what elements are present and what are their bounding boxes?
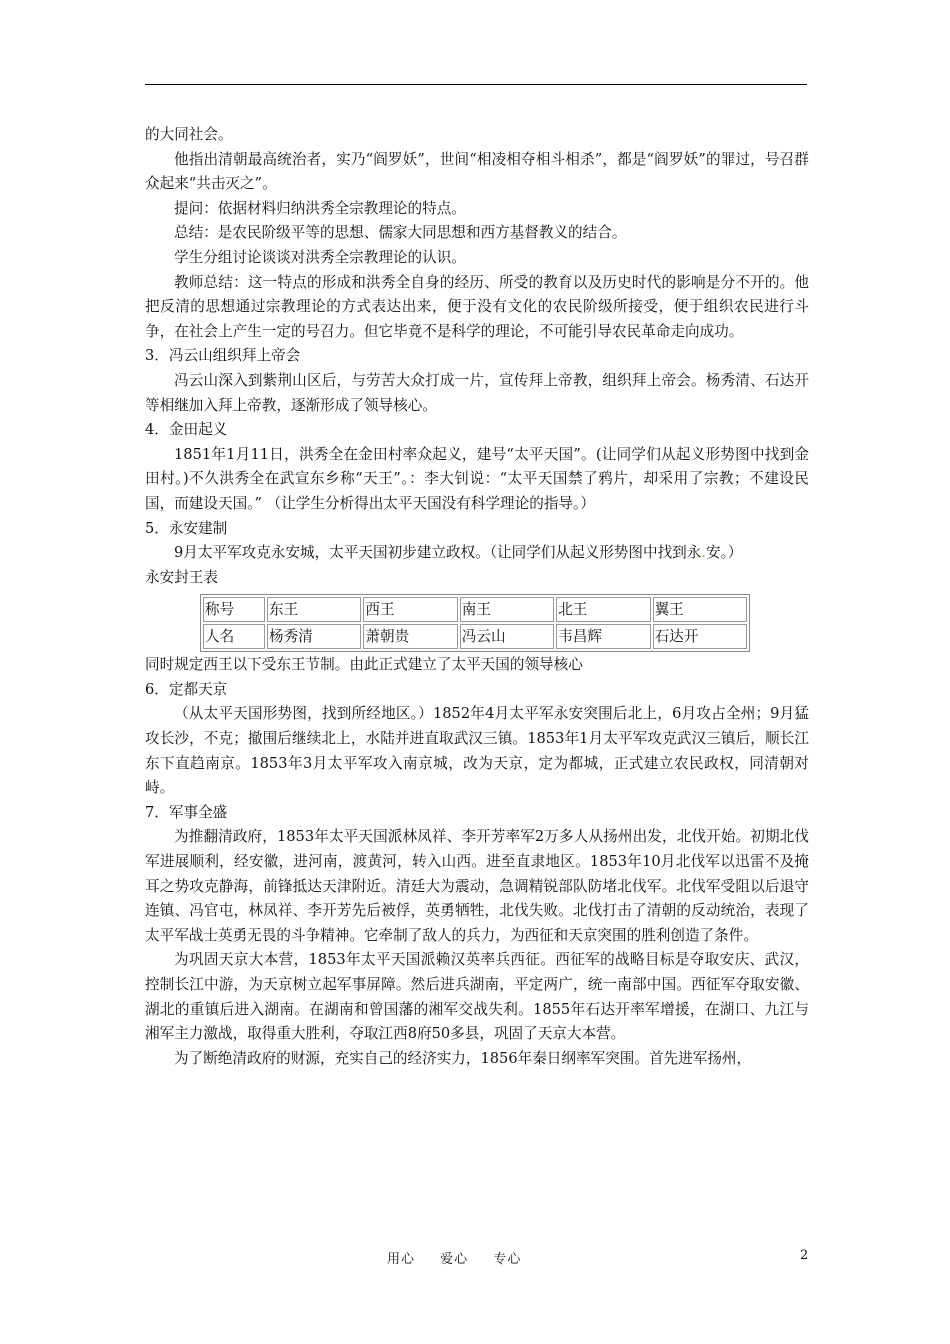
paragraph: 总结：是农民阶级平等的思想、儒家大同思想和西方基督教义的结合。: [174, 224, 627, 242]
table-cell: 西王: [363, 597, 457, 622]
table-cell: 称号: [203, 597, 265, 622]
table-row: [203, 597, 747, 622]
paragraph: 为了断绝清政府的财源，充实自己的经济实力，1856年秦日纲率军突围。首先进军扬州，: [174, 1049, 752, 1067]
page-body: [145, 123, 809, 1071]
paragraph: 为推翻清政府，1853年太平天国派林凤祥、李开芳率军2万多人从扬州出发，北伐开始。初期北伐军进展顺利，经安徽，进河南，渡黄河，转入山西。进至直隶地区。1853年10月北伐军以迅雷不及掩耳之势攻克静海，前锋抵达天津附近。清廷大为震动，急调精锐部队防堵北伐军。北伐军受阻以后退守连镇、冯官屯，林凤祥、李开芳先后被俘，英勇牺牲，北伐失败。北伐打击了清朝的反动统治，表现了太平军战士英勇无畏的斗争精神。它牵制了敌人的兵力，为西征和天京突围的胜利创造了条件。: [145, 828, 809, 944]
paragraph-text: 9月太平军攻克永安城，太平天国初步建立政权。（让同学们从起义形势图中找到永: [174, 544, 702, 562]
paragraph: [145, 541, 809, 566]
table-cell: 东王: [267, 597, 361, 622]
paragraph: 他指出清朝最高统治者，实乃“阎罗妖”，世间“相凌相夺相斗相杀”，都是“阎罗妖”的罪过，号召群众起来“共击灭之”。: [145, 150, 809, 193]
page-number: 2: [800, 1248, 809, 1263]
paragraph: （从太平天国形势图，找到所经地区。）1852年4月太平军永安突围后北上，6月攻占全州；9月猛攻长沙，不克；撤围后继续北上，水陆并进直取武汉三镇。1853年1月太平军攻克武汉三镇后，顺长江东下直趋南京。1853年3月太平军攻入南京城，改为天京，定为都城，正式建立农民政权，同清朝对峙。: [145, 705, 809, 797]
section-heading: 7．军事全盛: [145, 803, 228, 821]
table-wrapper: [145, 594, 809, 652]
paragraph: 学生分组讨论谈谈对洪秀全宗教理论的认识。: [174, 248, 466, 266]
kings-table: [200, 594, 750, 652]
paragraph: 提问：依据材料归纳洪秀全宗教理论的特点。: [174, 199, 466, 217]
table-row: [203, 624, 747, 649]
paragraph: 同时规定西王以下受东王节制。由此正式建立了太平天国的领导核心: [145, 656, 583, 674]
table-title: 永安封王表: [145, 568, 218, 586]
header-rule: [145, 84, 807, 85]
section-heading: 5．永安建制: [145, 519, 228, 537]
table-cell: 杨秀清: [267, 624, 361, 649]
footer-word: 专心: [493, 1252, 522, 1267]
table-cell: 石达开: [653, 624, 747, 649]
table-cell: 冯云山: [460, 624, 554, 649]
footer-word: 用心: [387, 1252, 416, 1267]
section-heading: 4．金田起义: [145, 421, 228, 439]
table-cell: 韦昌辉: [556, 624, 650, 649]
table-cell: 萧朝贵: [363, 624, 457, 649]
paragraph: 为巩固天京大本营，1853年太平天国派赖汉英率兵西征。西征军的战略目标是夺取安庆、武汉，控制长江中游，为天京树立起军事屏障。然后进兵湖南，平定两广，统一南部中国。西征军夺取安徽、湖北的重镇后进入湖南。在湖南和曾国藩的湘军交战失利。1855年石达开率军增援，在湖口、九江与湘军主力激战，取得重大胜利，夺取江西8府50多县，巩固了天京大本营。: [145, 951, 809, 1043]
paragraph-text: 安。）: [706, 544, 743, 562]
paragraph: 冯云山深入到紫荆山区后，与劳苦大众打成一片，宣传拜上帝教，组织拜上帝会。杨秀清、石达开等相继加入拜上帝教，逐渐形成了领导核心。: [145, 371, 809, 414]
footer-motto: [387, 1248, 541, 1267]
paragraph: 1851年1月11日，洪秀全在金田村率众起义，建号“太平天国”。(让同学们从起义形势图中找到金田村。)不久洪秀全在武宣东乡称“天王”。：李大钊说：“太平天国禁了鸦片，却采用了宗教；不建设民国，而建设天国。” （让学生分析得出太平天国没有科学理论的指导。）: [145, 445, 809, 512]
section-heading: 6．定都天京: [145, 680, 228, 698]
paragraph: 的大同社会。: [145, 126, 233, 143]
table-cell: 南王: [460, 597, 554, 622]
footer-word: 爱心: [440, 1252, 469, 1267]
section-heading: 3．冯云山组织拜上帝会: [145, 347, 301, 365]
table-cell: 北王: [556, 597, 650, 622]
paragraph: 教师总结：这一特点的形成和洪秀全自身的经历、所受的教育以及历史时代的影响是分不开的。他把反清的思想通过宗教理论的方式表达出来，便于没有文化的农民阶级所接受，便于组织农民进行斗争，在社会上产生一定的号召力。但它毕竟不是科学的理论，不可能引导农民革命走向成功。: [145, 273, 809, 340]
table-cell: 翼王: [653, 597, 747, 622]
highlight-mark: .: [701, 544, 707, 562]
table-cell: 人名: [203, 624, 265, 649]
